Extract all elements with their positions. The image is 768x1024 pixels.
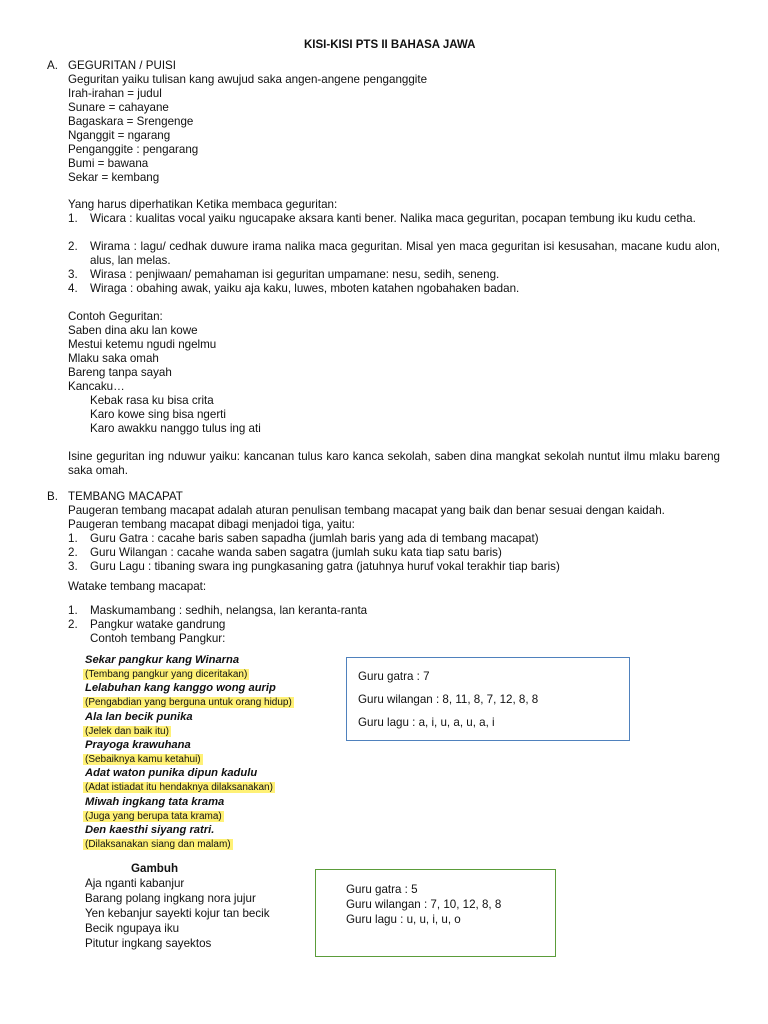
poem-line-indented: Karo awakku nanggo tulus ing ati: [90, 422, 261, 435]
pangkur-translation: (Sebaiknya kamu ketahui): [85, 754, 201, 765]
rule-number: 3.: [68, 560, 78, 573]
pangkur-example-heading: Contoh tembang Pangkur:: [90, 632, 226, 645]
term-item: Bagaskara = Srengenge: [68, 115, 194, 128]
poem-line: Mestui ketemu ngudi ngelmu: [68, 338, 217, 351]
gambuh-guru-lagu: Guru lagu : u, u, i, u, o: [346, 913, 461, 926]
poem-line-indented: Karo kowe sing bisa ngerti: [90, 408, 226, 421]
gambuh-line: Becik ngupaya iku: [85, 922, 180, 935]
page-title: KISI-KISI PTS II BAHASA JAWA: [304, 39, 476, 51]
section-a-letter: A.: [47, 59, 58, 72]
poem-line-indented: Kebak rasa ku bisa crita: [90, 394, 214, 407]
pangkur-translation: (Jelek dan baik itu): [85, 726, 169, 737]
section-b-letter: B.: [47, 490, 58, 503]
gambuh-line: Pitutur ingkang sayektos: [85, 937, 212, 950]
pangkur-javanese-line: Sekar pangkur kang Winarna: [85, 654, 240, 666]
rule-number: 2.: [68, 546, 78, 559]
pangkur-guru-wilangan: Guru wilangan : 8, 11, 8, 7, 12, 8, 8: [358, 693, 539, 706]
gambuh-info-box: [315, 869, 556, 957]
term-item: Bumi = bawana: [68, 157, 149, 170]
gambuh-guru-wilangan: Guru wilangan : 7, 10, 12, 8, 8: [346, 898, 502, 911]
rule-text: Guru Gatra : cacahe baris saben sapadha (jumlah baris yang ada di tembang macapat): [90, 532, 539, 545]
pangkur-javanese-line: Ala lan becik punika: [85, 711, 193, 723]
watak-number: 2.: [68, 618, 78, 631]
point-number: 2.: [68, 240, 78, 253]
gambuh-line: Barang polang ingkang nora jujur: [85, 892, 256, 905]
pangkur-javanese-line: Adat waton punika dipun kadulu: [85, 767, 258, 779]
pangkur-translation: (Juga yang berupa tata krama): [85, 811, 222, 822]
term-item: Sekar = kembang: [68, 171, 160, 184]
paugeran-division: Paugeran tembang macapat dibagi menjadoi tiga, yaitu:: [68, 518, 355, 531]
content-summary-text: Isine geguritan ing nduwur yaiku: kancanan tulus karo kanca sekolah, saben dina mangkat sekolah nuntut ilmu mlaku bareng saka omah.: [68, 450, 720, 477]
pangkur-translation: (Tembang pangkur yang diceritakan): [85, 669, 248, 680]
point-text: Wirasa : penjiwaan/ pemahaman isi geguritan umpamane: nesu, sedih, seneng.: [90, 268, 500, 281]
poem-line: Mlaku saka omah: [68, 352, 159, 365]
pangkur-guru-lagu: Guru lagu : a, i, u, a, u, a, i: [358, 716, 495, 729]
point-number: 3.: [68, 268, 78, 281]
example-heading: Contoh Geguritan:: [68, 310, 163, 323]
pangkur-javanese-line: Lelabuhan kang kanggo wong aurip: [85, 682, 276, 694]
section-a-heading: GEGURITAN / PUISI: [68, 59, 177, 72]
poem-line: Saben dina aku lan kowe: [68, 324, 198, 337]
pangkur-info-box: [346, 657, 630, 741]
pangkur-translation: (Dilaksanakan siang dan malam): [85, 839, 231, 850]
watak-text: Maskumambang : sedhih, nelangsa, lan keranta-ranta: [90, 604, 368, 617]
pangkur-translation: (Adat istiadat itu hendaknya dilaksanakan): [85, 782, 273, 793]
pangkur-javanese-line: Den kaesthi siyang ratri.: [85, 824, 215, 836]
geguritan-definition: Geguritan yaiku tulisan kang awujud saka angen-angene penganggite: [68, 73, 428, 86]
pangkur-javanese-line: Prayoga krawuhana: [85, 739, 191, 751]
rule-number: 1.: [68, 532, 78, 545]
gambuh-line: Aja nganti kabanjur: [85, 877, 185, 890]
point-number: 4.: [68, 282, 78, 295]
paugeran-paragraph: Paugeran tembang macapat adalah aturan penulisan tembang macapat yang baik dan benar sesuai dengan kaidah.: [68, 504, 665, 517]
pangkur-javanese-line: Miwah ingkang tata krama: [85, 796, 225, 808]
term-item: Penganggite : pengarang: [68, 143, 199, 156]
point-text: Wirama : lagu/ cedhak duwure irama nalika maca geguritan. Misal yen maca geguritan isi kesusahan, macane kudu alon, alus, lan melas.: [90, 240, 720, 267]
pangkur-translation: (Pengabdian yang berguna untuk orang hidup): [85, 697, 292, 708]
pangkur-guru-gatra: Guru gatra : 7: [358, 670, 430, 683]
content-summary: [68, 450, 720, 478]
section-b-heading: TEMBANG MACAPAT: [68, 490, 183, 503]
watak-heading: Watake tembang macapat:: [68, 580, 207, 593]
poem-line: Bareng tanpa sayah: [68, 366, 172, 379]
gambuh-guru-gatra: Guru gatra : 5: [346, 883, 418, 896]
gambuh-heading: Gambuh: [131, 862, 179, 875]
watak-number: 1.: [68, 604, 78, 617]
term-item: Nganggit = ngarang: [68, 129, 171, 142]
attention-intro: Yang harus diperhatikan Ketika membaca geguritan:: [68, 198, 338, 211]
rule-text: Guru Wilangan : cacahe wanda saben sagatra (jumlah suku kata tiap satu baris): [90, 546, 502, 559]
point-text: Wiraga : obahing awak, yaiku aja kaku, luwes, mboten katahen ngobahaken badan.: [90, 282, 520, 295]
point-text: Wicara : kualitas vocal yaiku ngucapake aksara kanti bener. Nalika maca geguritan, pocapan tembung iku kudu cetha.: [90, 212, 696, 225]
point-number: 1.: [68, 212, 78, 225]
term-item: Sunare = cahayane: [68, 101, 169, 114]
gambuh-line: Yen kebanjur sayekti kojur tan becik: [85, 907, 270, 920]
watak-text: Pangkur watake gandrung: [90, 618, 226, 631]
rule-text: Guru Lagu : tibaning swara ing pungkasaning gatra (jatuhnya huruf vokal terakhir tiap baris): [90, 560, 560, 573]
poem-line: Kancaku…: [68, 380, 125, 393]
term-item: Irah-irahan = judul: [68, 87, 162, 100]
